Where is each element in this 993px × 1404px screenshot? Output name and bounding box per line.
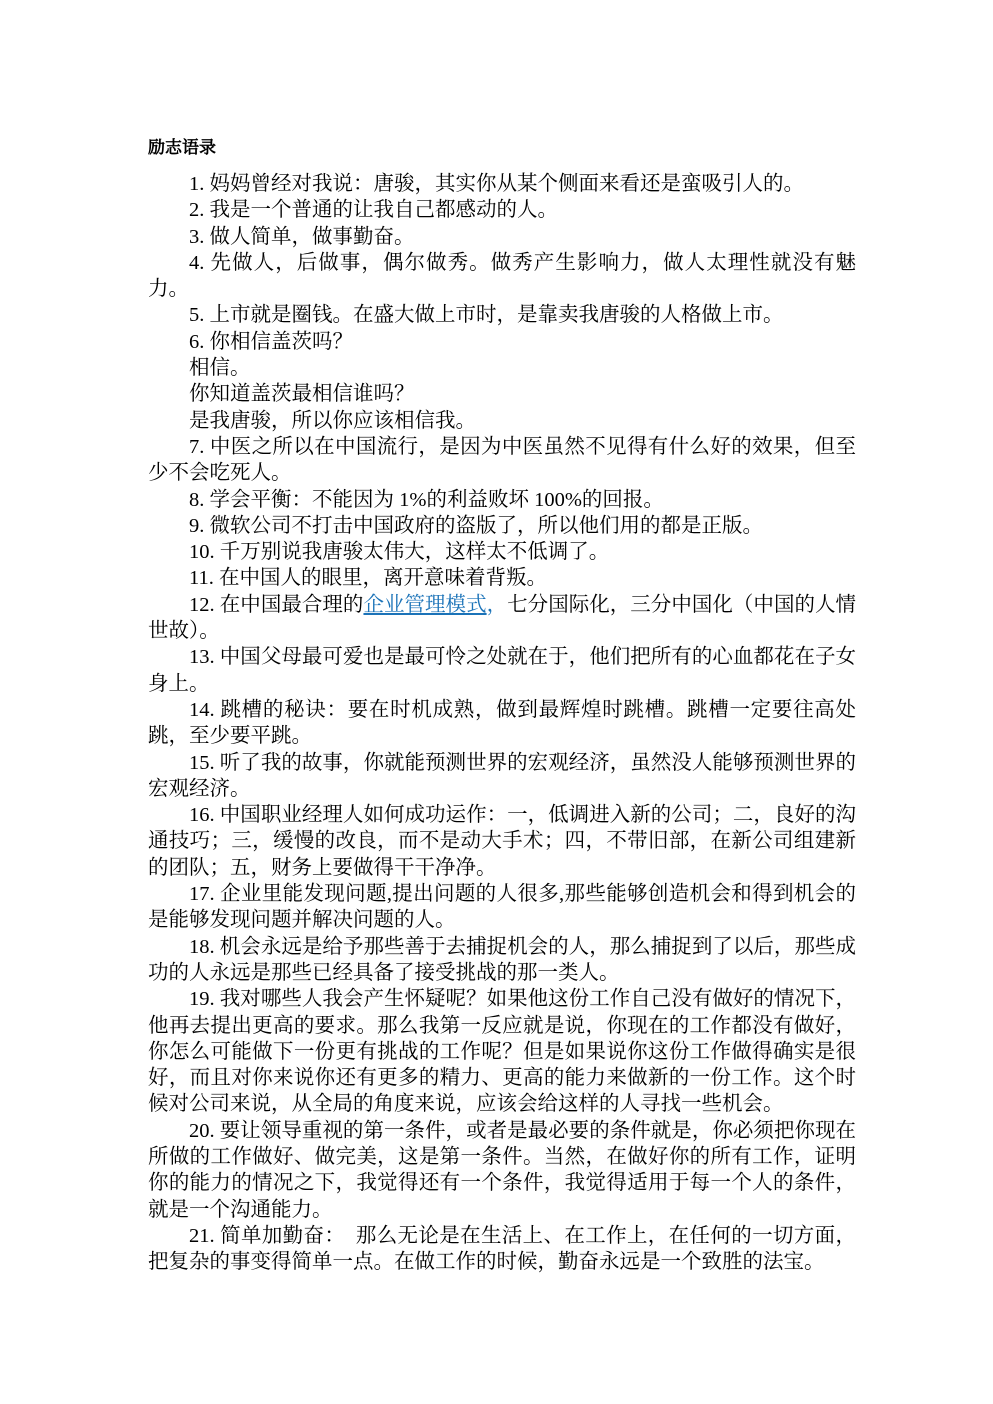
quote-6-answer-1: 相信。 bbox=[189, 357, 251, 380]
page-title: 励志语录 bbox=[148, 138, 216, 157]
quote-21: 21. 简单加勤奋： 那么无论是在生活上、在工作上，在任何的一切方面，把复杂的事变得简单一点。在做工作的时候，勤奋永远是一个致胜的法宝。 bbox=[148, 1224, 856, 1274]
quote-19: 19. 我对哪些人我会产生怀疑呢？如果他这份工作自己没有做好的情况下，他再去提出更高的要求。那么我第一反应就是说，你现在的工作都没有做好，你怎么可能做下一份更有挑战的工作呢？但是如果说你这份工作做得确实是很好，而且对你来说你还有更多的精力、更高的能力来做新的一份工作。这个时候对公司来说，从全局的角度来说，应该会给这样的人寻找一些机会。 bbox=[148, 988, 856, 1116]
quote-20: 20. 要让领导重视的第一条件，或者是最必要的条件就是，你必须把你现在所做的工作做好、做完美，这是第一条件。当然，在做好你的所有工作，证明你的能力的情况之下，我觉得还有一个条件，我觉得适用于每一个人的条件，就是一个沟通能力。 bbox=[148, 1119, 856, 1221]
document-content bbox=[148, 138, 856, 1275]
quote-11: 11. 在中国人的眼里，离开意味着背叛。 bbox=[189, 567, 547, 590]
quote-3: 3. 做人简单，做事勤奋。 bbox=[189, 225, 415, 248]
quote-4: 4. 先做人，后做事，偶尔做秀。做秀产生影响力，做人太理性就没有魅力。 bbox=[148, 251, 856, 301]
quote-12-text-before-link: 12. 在中国最合理的 bbox=[189, 593, 364, 616]
quote-1: 1. 妈妈曾经对我说：唐骏，其实你从某个侧面来看还是蛮吸引人的。 bbox=[189, 173, 804, 195]
quote-2: 2. 我是一个普通的让我自己都感动的人。 bbox=[189, 199, 558, 222]
enterprise-management-model-link[interactable]: 企业管理模式 bbox=[363, 593, 487, 616]
quote-18: 18. 机会永远是给予那些善于去捕捉机会的人，那么捕捉到了以后，那些成功的人永远是那些已经具备了接受挑战的那一类人。 bbox=[148, 935, 856, 984]
quote-14: 14. 跳槽的秘诀：要在时机成熟，做到最辉煌时跳槽。跳槽一定要往高处跳，至少要平跳。 bbox=[148, 698, 856, 748]
quote-12 bbox=[148, 592, 856, 645]
quote-12-text-after-link: 七分国际化，三分中国化（中国的人情世故）。 bbox=[148, 593, 857, 643]
quote-9: 9. 微软公司不打击中国政府的盗版了，所以他们用的都是正版。 bbox=[189, 514, 763, 537]
quote-6-question-1: 6. 你相信盖茨吗？ bbox=[189, 330, 353, 353]
quote-15: 15. 听了我的故事，你就能预测世界的宏观经济，虽然没人能够预测世界的宏观经济。 bbox=[148, 751, 856, 800]
quote-7: 7. 中医之所以在中国流行，是因为中医虽然不见得有什么好的效果，但至少不会吃死人。 bbox=[148, 435, 856, 485]
quote-13: 13. 中国父母最可爱也是最可怜之处就在于，他们把所有的心血都花在子女身上。 bbox=[148, 646, 856, 695]
quote-10: 10. 千万别说我唐骏太伟大，这样太不低调了。 bbox=[189, 541, 610, 564]
quote-8: 8. 学会平衡：不能因为 1%的利益败坏 100%的回报。 bbox=[189, 488, 664, 511]
quote-16: 16. 中国职业经理人如何成功运作：一，低调进入新的公司；二，良好的沟通技巧；三，缓慢的改良，而不是动大手术；四，不带旧部，在新公司组建新的团队；五，财务上要做得干干净净。 bbox=[148, 804, 856, 879]
quote-12-link-comma: ， bbox=[486, 593, 508, 616]
quote-6-answer-2: 是我唐骏，所以你应该相信我。 bbox=[189, 409, 476, 432]
quote-17: 17. 企业里能发现问题,提出问题的人很多,那些能够创造机会和得到机会的是能够发现问题并解决问题的人。 bbox=[148, 883, 856, 932]
quote-5: 5. 上市就是圈钱。在盛大做上市时，是靠卖我唐骏的人格做上市。 bbox=[189, 304, 784, 327]
quote-6-question-2: 你知道盖茨最相信谁吗？ bbox=[189, 383, 415, 406]
